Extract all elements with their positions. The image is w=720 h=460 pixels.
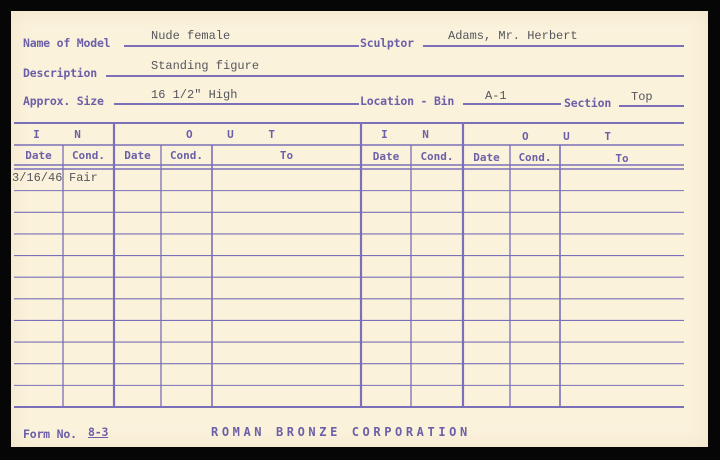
location-label: Location - Bin bbox=[360, 94, 455, 108]
model-label: Name of Model bbox=[23, 36, 111, 50]
form-number-label: Form No. bbox=[23, 427, 77, 441]
sculptor-value: Adams, Mr. Herbert bbox=[448, 29, 578, 43]
group-out-left: O U T bbox=[185, 128, 290, 141]
col-out2-to: To bbox=[615, 152, 629, 165]
col-in-date: Date bbox=[25, 149, 52, 162]
table-row-in-cond: Fair bbox=[69, 171, 98, 185]
company-name: ROMAN BRONZE CORPORATION bbox=[211, 425, 471, 439]
size-label: Approx. Size bbox=[23, 94, 104, 108]
col-out2-date: Date bbox=[473, 151, 500, 164]
inventory-card bbox=[11, 11, 708, 447]
model-value: Nude female bbox=[151, 29, 231, 43]
form-number-value: 8-3 bbox=[88, 425, 109, 439]
col-out2-cond: Cond. bbox=[518, 151, 552, 164]
col-out-date: Date bbox=[124, 149, 151, 162]
col-in2-cond: Cond. bbox=[420, 150, 454, 163]
col-in-cond: Cond. bbox=[71, 149, 106, 162]
section-label: Section bbox=[564, 96, 612, 110]
size-value: 16 1/2" High bbox=[151, 88, 238, 102]
ledger-grid bbox=[11, 11, 708, 447]
description-value: Standing figure bbox=[151, 59, 260, 73]
group-in-right: I N bbox=[381, 128, 443, 141]
col-out-cond: Cond. bbox=[169, 149, 204, 162]
group-in-left: I N bbox=[33, 128, 95, 141]
section-value: Top bbox=[631, 90, 653, 104]
group-out-right: O U T bbox=[521, 130, 626, 143]
location-value: A-1 bbox=[485, 89, 507, 103]
table-row-in-date: 3/16/46 bbox=[12, 171, 63, 185]
sculptor-label: Sculptor bbox=[360, 36, 414, 50]
description-label: Description bbox=[23, 66, 97, 80]
col-out-to: To bbox=[279, 149, 294, 162]
col-in2-date: Date bbox=[372, 150, 400, 163]
